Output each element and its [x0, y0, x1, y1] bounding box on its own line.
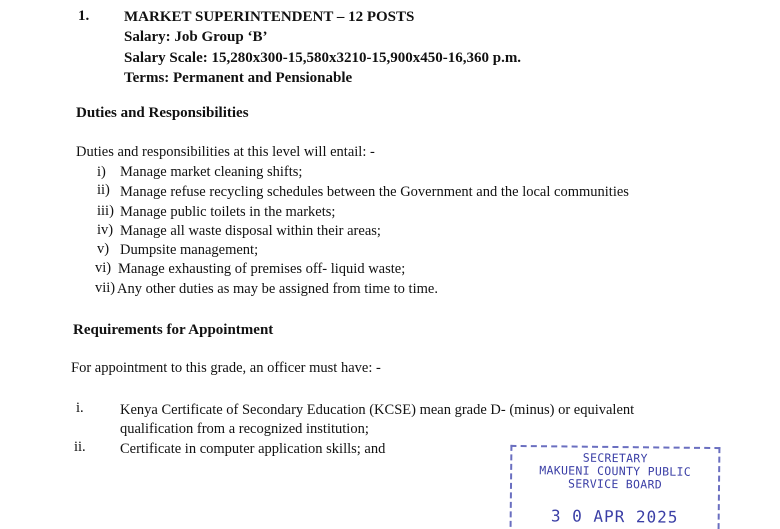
- stamp-org-line2: SERVICE BOARD: [567, 476, 663, 492]
- official-stamp: [510, 445, 721, 529]
- requirement-text: Kenya Certificate of Secondary Education (KCSE) mean grade D- (minus) or equivalent: [120, 402, 635, 418]
- duty-text: Manage refuse recycling schedules between the Government and the local communities: [120, 184, 629, 200]
- duties-intro: Duties and responsibilities at this level will entail: -: [76, 144, 375, 160]
- duty-text: Manage all waste disposal within their areas;: [120, 223, 381, 239]
- requirement-text: Certificate in computer application skills; and: [120, 441, 386, 457]
- duty-text: Manage public toilets in the markets;: [120, 204, 336, 220]
- requirement-number: i.: [76, 400, 84, 416]
- stamp-org-line1: MAKUENI COUNTY PUBLIC: [539, 463, 692, 479]
- duty-number: i): [97, 164, 106, 180]
- requirement-text-continued: qualification from a recognized institution;: [120, 421, 369, 437]
- duties-heading: Duties and Responsibilities: [76, 105, 249, 121]
- duty-number: v): [97, 241, 110, 257]
- terms-line: Terms: Permanent and Pensionable: [124, 70, 353, 86]
- salary-scale-line: Salary Scale: 15,280x300-15,580x3210-15,900x450-16,360 p.m.: [124, 50, 522, 66]
- requirements-intro: For appointment to this grade, an officer must have: -: [71, 360, 381, 376]
- section-number: 1.: [78, 8, 90, 24]
- stamp-date: 3 0 APR 2025: [550, 506, 679, 527]
- requirements-heading: Requirements for Appointment: [73, 322, 274, 338]
- duty-text: Manage exhausting of premises off- liquid waste;: [118, 261, 406, 277]
- duty-number: iv): [97, 222, 114, 238]
- duty-text: Dumpsite management;: [120, 242, 259, 258]
- duty-text: Manage market cleaning shifts;: [120, 164, 303, 180]
- duty-number: vii): [95, 280, 116, 296]
- duty-number: vi): [95, 260, 112, 276]
- duty-text: Any other duties as may be assigned from time to time.: [117, 281, 438, 297]
- requirement-number: ii.: [74, 439, 86, 455]
- stamp-title: SECRETARY: [582, 450, 648, 466]
- duty-number: ii): [97, 182, 110, 198]
- salary-line: Salary: Job Group ‘B’: [124, 29, 268, 45]
- post-title: MARKET SUPERINTENDENT – 12 POSTS: [124, 9, 415, 25]
- duty-number: iii): [97, 203, 114, 219]
